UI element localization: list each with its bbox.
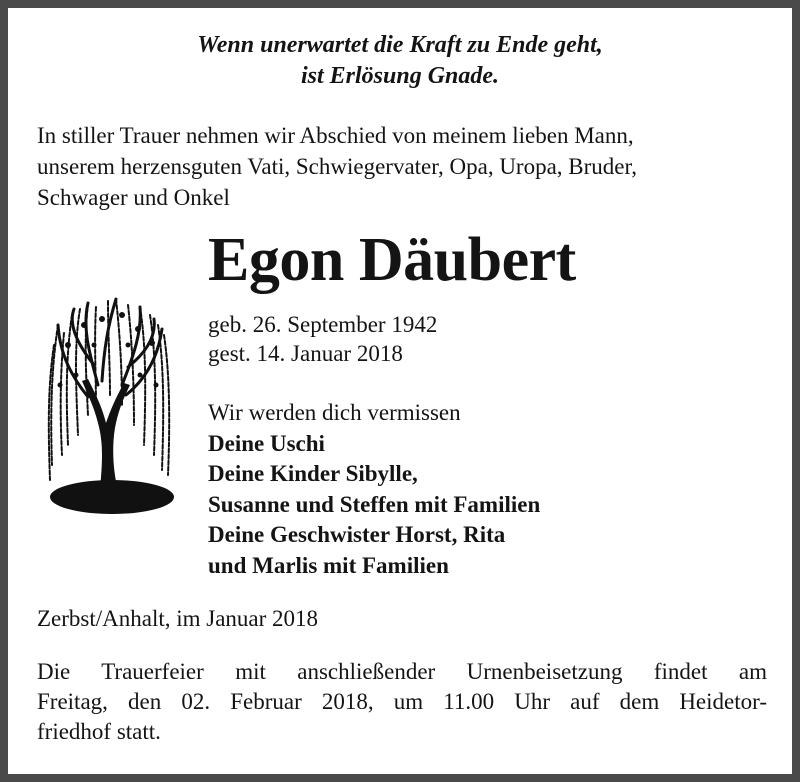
mourner-line: und Marlis mit Familien bbox=[208, 552, 449, 578]
mourners-block bbox=[208, 398, 540, 581]
ceremony-line-2: Freitag, den 02. Februar 2018, um 11.00 Uhr auf dem Heidetor- bbox=[37, 689, 767, 714]
mourner-line: Deine Geschwister Horst, Rita bbox=[208, 522, 506, 547]
motto-line-1: Wenn unerwartet die Kraft zu Ende geht, bbox=[197, 32, 603, 58]
intro-line-1: In stiller Trauer nehmen wir Abschied von meinem lieben Mann, bbox=[37, 123, 634, 148]
intro-line-2: unserem herzensguten Vati, Schwiegervater, Opa, Uropa, Bruder, bbox=[37, 154, 637, 179]
mourners-intro: Wir werden dich vermissen bbox=[208, 400, 461, 425]
weeping-willow-icon bbox=[38, 285, 178, 530]
ceremony-notice bbox=[37, 657, 767, 747]
life-dates bbox=[208, 310, 437, 368]
ceremony-line-1: Die Trauerfeier mit anschließender Urnenbeisetzung findet am bbox=[37, 659, 767, 684]
birth-date: geb. 26. September 1942 bbox=[208, 312, 438, 337]
place-date: Zerbst/Anhalt, im Januar 2018 bbox=[37, 606, 319, 631]
motto bbox=[0, 30, 800, 92]
motto-line-2: ist Erlösung Gnade. bbox=[300, 63, 500, 89]
mourner-line: Deine Uschi bbox=[208, 430, 325, 456]
mourner-line: Deine Kinder Sibylle, bbox=[208, 461, 418, 486]
intro-text bbox=[37, 120, 767, 213]
mourner-line: Susanne und Steffen mit Familien bbox=[208, 491, 541, 517]
intro-line-3: Schwager und Onkel bbox=[37, 185, 230, 210]
deceased-name: Egon Däubert bbox=[208, 226, 576, 294]
death-date: gest. 14. Januar 2018 bbox=[208, 341, 403, 366]
ceremony-line-3: friedhof statt. bbox=[37, 719, 161, 744]
